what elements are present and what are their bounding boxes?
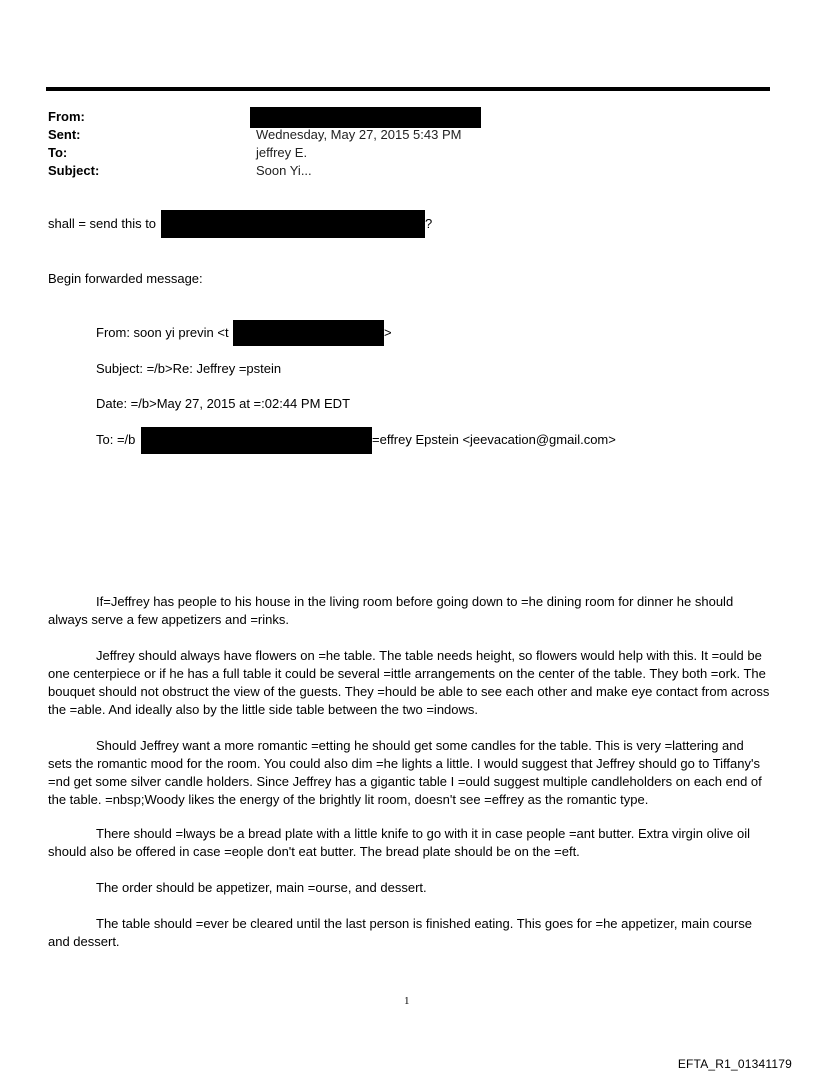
to-label: To:: [48, 145, 68, 160]
fwd-from-suffix: >: [384, 325, 392, 340]
page-number: 1: [404, 995, 410, 1007]
intro-prefix: shall = send this to: [48, 216, 157, 231]
paragraph-2: Jeffrey should always have flowers on =he table. The table needs height, so flowers would help with this. It =ould be one centerpiece or if he has a full table it could be several =ittle arrangements on the center of the table. They both =ork. The bouquet should not obstruct the view of the guests. They =hould be able to see each other and make eye contact from across the =able. And ideally also by the little side table between the two =indows.: [48, 648, 770, 717]
paragraph-1: If=Jeffrey has people to his house in the living room before going down to =he dining room for dinner he should always serve a few appetizers and =rinks.: [48, 594, 734, 627]
paragraph-4: There should =lways be a bread plate with a little knife to go with it in case people =ant butter. Extra virgin olive oil should also be offered in case =eople don't eat butter. The bread plate should be on the =eft.: [48, 826, 750, 859]
fwd-to-suffix: =effrey Epstein <jeevacation@gmail.com>: [372, 432, 616, 447]
fwd-date: Date: =/b>May 27, 2015 at =:02:44 PM EDT: [96, 396, 351, 411]
to-value: jeffrey E.: [256, 145, 308, 160]
paragraph-3: Should Jeffrey want a more romantic =etting he should get some candles for the table. This is very =lattering and sets the romantic mood for the room. You could also dim =he lights a little. I would suggest that Jeffrey should go to Tiffany's =nd get some silver candle holders. Since Jeffrey has a gigantic table I =ould suggest multiple candleholders on each end of the table. =nbsp;Woody likes the energy of the brightly lit room, doesn't see =effrey as the romantic type.: [48, 738, 762, 807]
redaction-recipient: [161, 210, 425, 238]
redaction-fwd-email: [233, 320, 384, 346]
subject-value: Soon Yi...: [256, 163, 312, 178]
fwd-subject: Subject: =/b>Re: Jeffrey =pstein: [96, 361, 282, 376]
from-label: From:: [48, 109, 85, 124]
header-rule: [46, 87, 770, 91]
forward-intro: Begin forwarded message:: [48, 271, 203, 286]
sent-value: Wednesday, May 27, 2015 5:43 PM: [256, 127, 462, 142]
fwd-to-prefix: To: =/b: [96, 432, 136, 447]
paragraph-6: The table should =ever be cleared until the last person is finished eating. This goes for =he appetizer, main course and dessert.: [48, 916, 752, 949]
redaction-fwd-to: [141, 427, 372, 454]
sent-label: Sent:: [48, 127, 81, 142]
redaction-from: [250, 107, 481, 128]
subject-label: Subject:: [48, 163, 100, 178]
paragraph-5: The order should be appetizer, main =ourse, and dessert.: [96, 880, 427, 895]
document-id: EFTA_R1_01341179: [677, 1057, 792, 1071]
intro-suffix: ?: [425, 216, 433, 231]
fwd-from-prefix: From: soon yi previn <t: [96, 325, 229, 340]
